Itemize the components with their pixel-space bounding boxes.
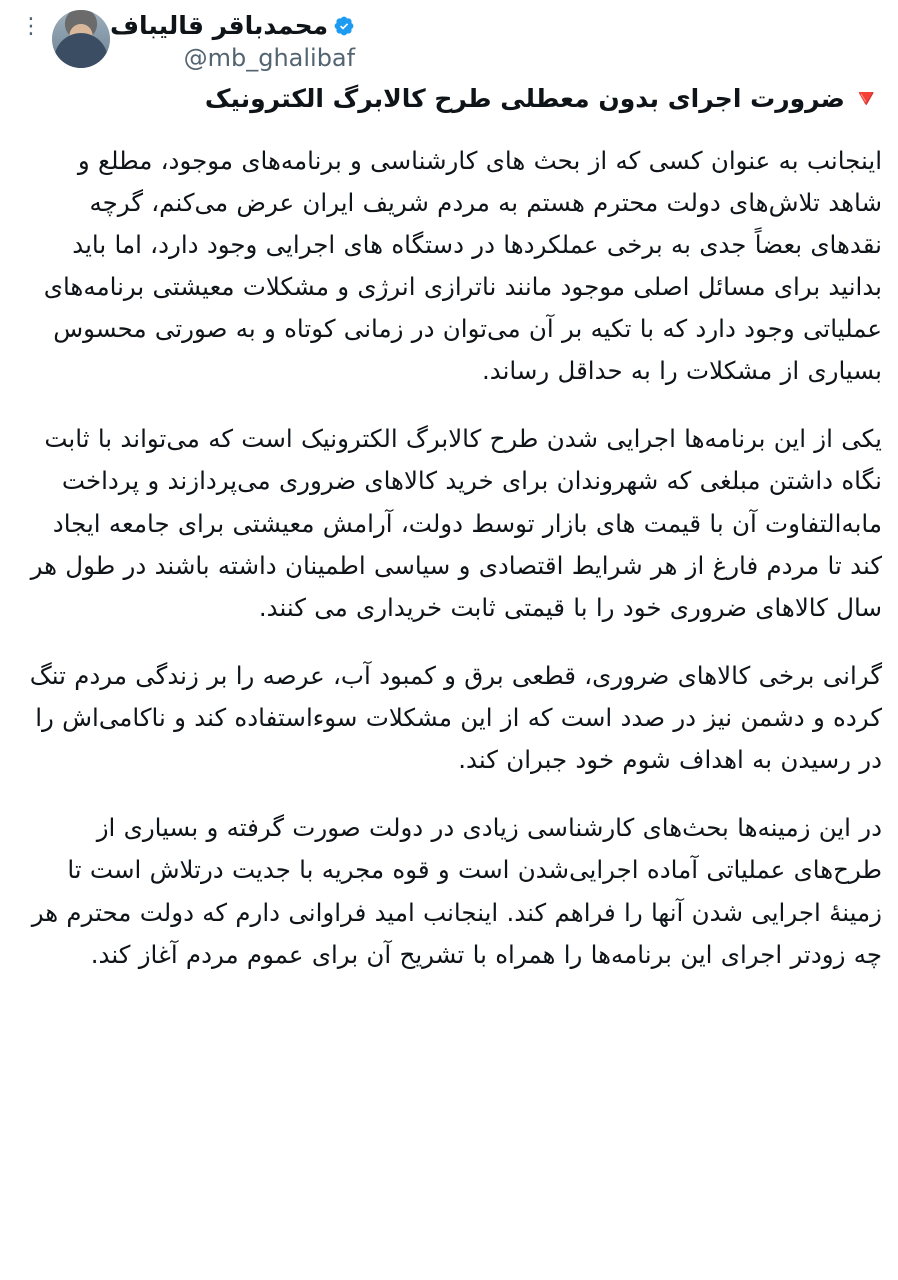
more-options-button[interactable]: ⋮ (20, 14, 42, 39)
avatar[interactable] (52, 10, 110, 68)
tweet-lead-text: ضرورت اجرای بدون معطلی طرح کالابرگ الکترونیک (204, 84, 845, 113)
tweet-paragraph: یکی از این برنامه‌ها اجرایی شدن طرح کالابرگ الکترونیک است که می‌تواند با ثابت نگاه داشتن مبلغی که شهروندان برای خرید کالاهای ضروری می‌پردازند و پرداخت مابه‌التفاوت آن با قیمت های بازار توسط دولت، آرامش معیشتی برای جامعه ایجاد کند تا مردم فارغ از هر شرایط اقتصادی و سیاسی اطمینان داشته باشند در طول هر سال کالاهای ضروری خود را با قیمتی ثابت خریداری می کنند. (30, 424, 882, 622)
tweet-body (0, 74, 898, 976)
tweet-paragraph: در این زمینه‌ها بحث‌های کارشناسی زیادی در دولت صورت گرفته و بسیاری از طرح‌های عملیاتی آماده اجرایی‌شدن است و قوه مجریه با جدیت درتلاش است تا زمینهٔ اجرایی شدن آنها را فراهم کند. اینجانب امید فراوانی دارم که دولت محترم هر چه زودتر اجرای این برنامه‌ها را همراه با تشریح آن برای عموم مردم آغاز کند. (31, 813, 882, 969)
author-names (110, 8, 355, 73)
tweet-header (0, 0, 898, 74)
tweet-paragraph: اینجانب به عنوان کسی که از بحث های کارشناسی و برنامه‌های موجود، مطلع و شاهد تلاش‌های دولت محترم هستم به مردم شریف ایران عرض می‌کنم، گرچه نقدهای بعضاً جدی به برخی عملکردها در دستگاه های اجرایی وجود دارد، اما باید بدانید برای مسائل اصلی موجود مانند ناترازی انرژی و مشکلات معیشتی برنامه‌های عملیاتی وجود دارد که با تکیه بر آن می‌توان در زمانی کوتاه و به صورتی محسوس بسیاری از مشکلات را به حداقل رساند. (43, 145, 882, 386)
avatar-photo (52, 10, 110, 68)
author-name-row (110, 10, 355, 41)
tweet-lead-line (16, 80, 882, 118)
author-handle[interactable]: @mb_ghalibaf (183, 44, 356, 73)
verified-badge-icon (333, 15, 355, 37)
tweet-paragraph: گرانی برخی کالاهای ضروری، قطعی برق و کمبود آب، عرصه را بر زندگی مردم تنگ کرده و دشمن نیز در صدد است که از این مشکلات سوءاستفاده کند و ناکامی‌اش را در رسیدن به اهداف شوم خود جبران کند. (29, 660, 882, 775)
author-display-name: محمدباقر قالیباف (110, 11, 329, 40)
red-triangle-icon: 🔻 (850, 84, 882, 113)
